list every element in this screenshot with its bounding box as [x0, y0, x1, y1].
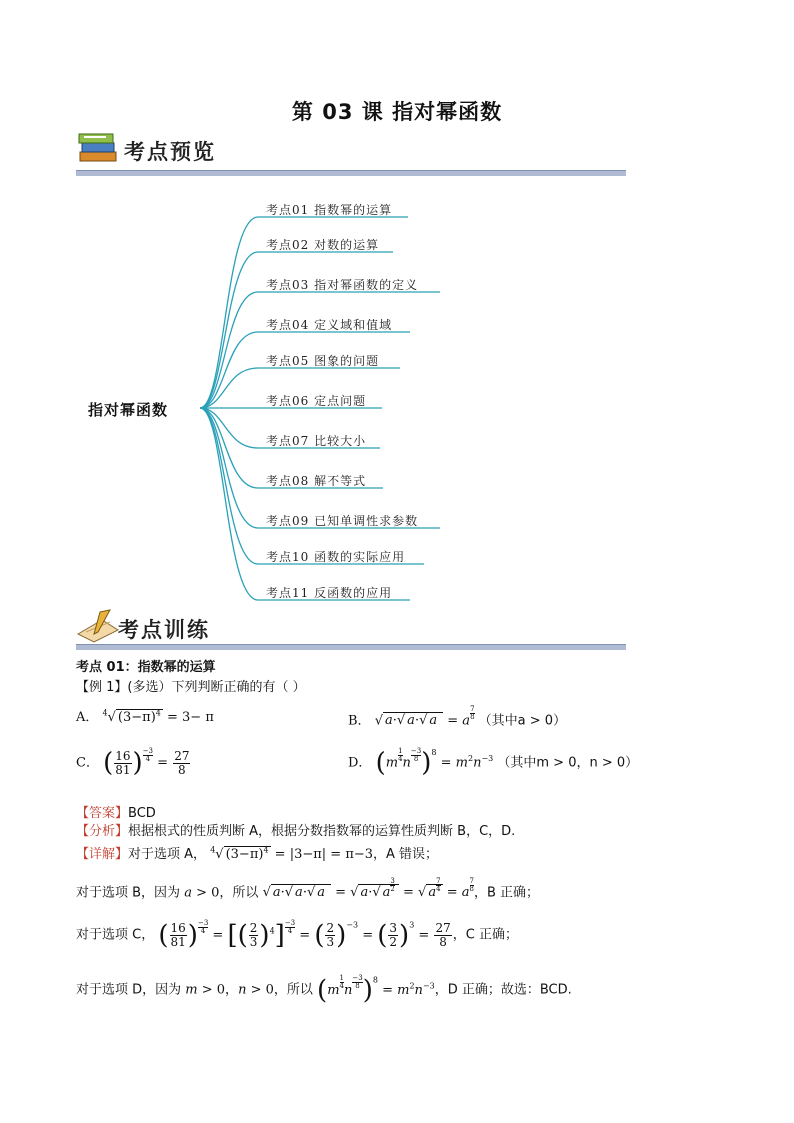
section-header-training [76, 606, 626, 652]
mindmap-item: 考点08 解不等式 [266, 474, 367, 488]
option-b: B． √ a·√ a·√ a = a $\frac{7}{8}$ （其中a > 0） [348, 705, 567, 729]
mindmap-item: 考点11 反函数的应用 [266, 586, 393, 600]
detail-c: 对于选项 C， ( $\frac{16}{81}$ ) $\frac{-3}{4}$ = [( $\frac{2}{3}$ )$^4$] $\frac{-3}{4}$ = ( $\frac{2}{3}$ )$^{-3}$ = ( $\frac{3}{2}$ )$^3$ = $\frac{27}{8}$ ，C 正确； [76, 919, 518, 950]
detail-b: 对于选项 B，因为 a > 0，所以 √ a·√ a·√ a = √ a·√ a $\frac{3}{2}$ = √ a $\frac{7}{4}$ = a $\frac{7}{8}$ ，B 正确； [76, 877, 540, 901]
mindmap-item: 考点04 定义域和值域 [266, 318, 393, 332]
section-rule [76, 644, 626, 650]
section-label: 考点预览 [124, 140, 216, 164]
mindmap-item: 考点07 比较大小 [266, 434, 367, 448]
option-d: D． (m $\frac{1}{4}$ n $\frac{-3}{8}$ )$^8 = m^2n^{-3}$ （其中m > 0，n > 0） [348, 747, 639, 778]
analysis-line: 【分析】根据根式的性质判断 A，根据分数指数幂的运算性质判断 B，C，D. [76, 824, 516, 839]
page-title: 第 03 课 指对幂函数 [291, 100, 503, 124]
mindmap-item: 考点09 已知单调性求参数 [266, 514, 419, 528]
mindmap-center: 指对幂函数 [88, 401, 169, 419]
mindmap-item: 考点06 定点问题 [266, 394, 367, 408]
mindmap-item: 考点03 指对幂函数的定义 [266, 278, 419, 292]
kaodian-heading: 考点 01：指数幂的运算 [76, 660, 216, 675]
detail-d: 对于选项 D，因为 m > 0，n > 0，所以 (m $\frac{1}{4}$ n $\frac{-3}{8}$ )$^8 = m^2n^{-3}$，D 正确；故选：BCD. [76, 974, 572, 1005]
detail-a: 【详解】对于选项 A， $^4$√ $(3-\pi)^4 = |3-\pi| = \pi-3$，A 错误； [76, 845, 439, 862]
example-stem: 【例 1】(多选）下列判断正确的有（ ） [76, 680, 306, 695]
mindmap-item: 考点10 函数的实际应用 [266, 550, 406, 564]
option-a: A． $^4$√ $(3-\pi)^4 = 3- \pi$ [76, 708, 214, 725]
mindmap-item: 考点01 指数幂的运算 [266, 203, 393, 217]
option-c: C． ( $\frac{16}{81}$ ) $\frac{-3}{4}$ = $\frac{27}{8}$ [76, 747, 190, 778]
section-label: 考点训练 [118, 618, 210, 642]
pencil-note-icon [76, 608, 120, 644]
answer-line: 【答案】BCD [76, 806, 156, 821]
mindmap-item: 考点05 图象的问题 [266, 354, 380, 368]
mindmap-item: 考点02 对数的运算 [266, 238, 380, 252]
